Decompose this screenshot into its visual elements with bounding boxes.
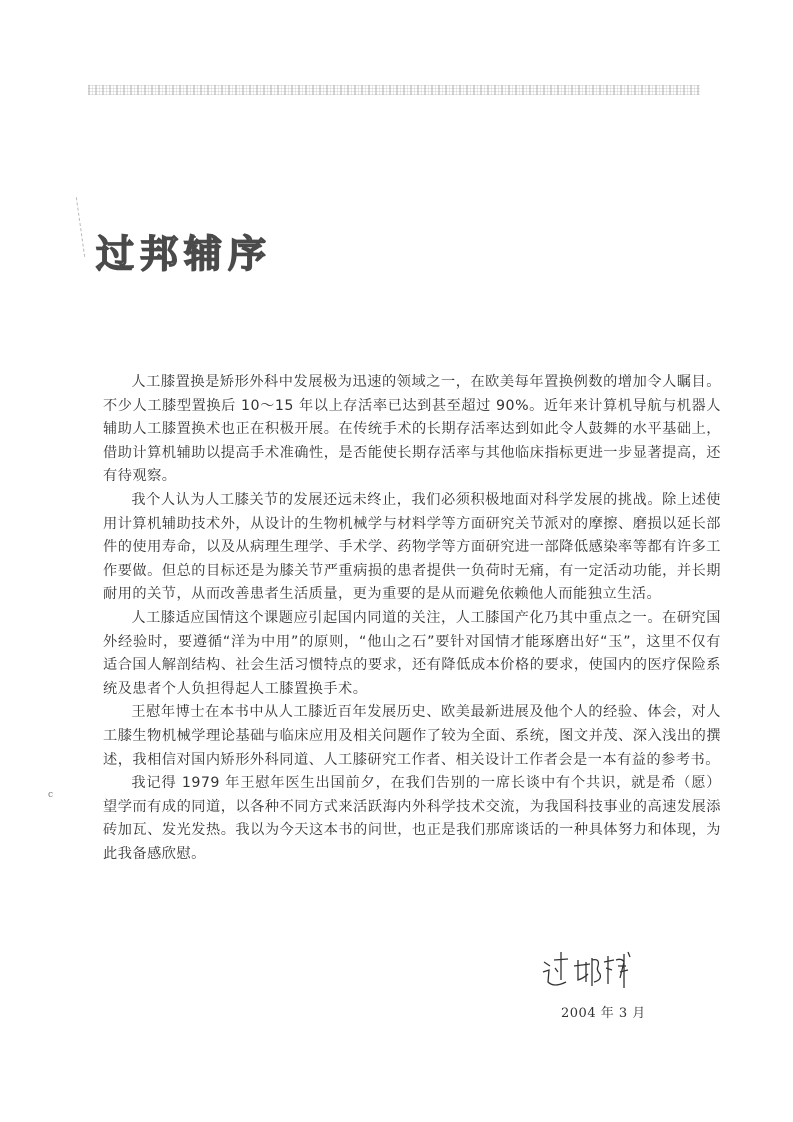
- stray-mark: c: [48, 790, 54, 800]
- page-title: 过邦辅序: [96, 232, 273, 277]
- paragraph: 王慰年博士在本书中从人工膝近百年发展历史、欧美最新进展及他个人的经验、体会，对人工膝生物机械学理论基础与临床应用及相关问题作了较为全面、系统，图文并茂、深入浅出的撰述，我相信对国内矫形外科同道、人工膝研究工作者、相关设计工作者会是一本有益的参考书。: [103, 704, 721, 768]
- paragraph: 人工膝置换是矫形外科中发展极为迅速的领域之一，在欧美每年置换例数的增加令人瞩目。不少人工膝型置换后 10～15 年以上存活率已达到甚至超过 90%。近年来计算机导航与机器人辅助人工膝置换术也正在积极开展。在传统手术的长期存活率达到如此令人鼓舞的水平基础上，借助计算机辅助以提高手术准确性，是否能使长期存活率与其他临床指标更进一步显著提高，还有待观察。: [103, 374, 721, 485]
- paragraph: 人工膝适应国情这个课题应引起国内同道的关注，人工膝国产化乃其中重点之一。在研究国外经验时，要遵循“洋为中用”的原则，“他山之石”要针对国情才能琢磨出好“玉”，这里不仅有适合国人解剖结构、社会生活习惯特点的要求，还有降低成本价格的要求，使国内的医疗保险系统及患者个人负担得起人工膝置换手术。: [103, 609, 721, 697]
- paragraph: 我记得 1979 年王慰年医生出国前夕，在我们告别的一席长谈中有个共识，就是希（愿）望学而有成的同道，以各种不同方式来活跃海内外科学技术交流，为我国科技事业的高速发展添砖加瓦、发光发热。我以为今天这本书的问世，也正是我们那席谈话的一种具体努力和体现，为此我备感欣慰。: [103, 775, 721, 862]
- preface-body: [103, 371, 721, 866]
- paragraph: 我个人认为人工膝关节的发展还远未终止，我们必须积极地面对科学发展的挑战。除上述使用计算机辅助技术外，从设计的生物机械学与材料学等方面研究关节派对的摩擦、磨损以延长部件的使用寿命，以及从病理生理学、手术学、药物学等方面研究进一部降低感染率等都有许多工作要做。但总的目标还是为膝关节严重病损的患者提供一负荷时无痛，有一定活动功能，并长期耐用的关节，从而改善患者生活质量，更为重要的是从而避免依赖他人而能独立生活。: [103, 491, 721, 603]
- scan-header-band: [88, 85, 700, 95]
- margin-scratch-mark: [76, 197, 86, 257]
- signature-icon: [540, 948, 640, 990]
- handwritten-signature: [540, 948, 640, 990]
- date: 2004 年 3 月: [561, 1006, 646, 1021]
